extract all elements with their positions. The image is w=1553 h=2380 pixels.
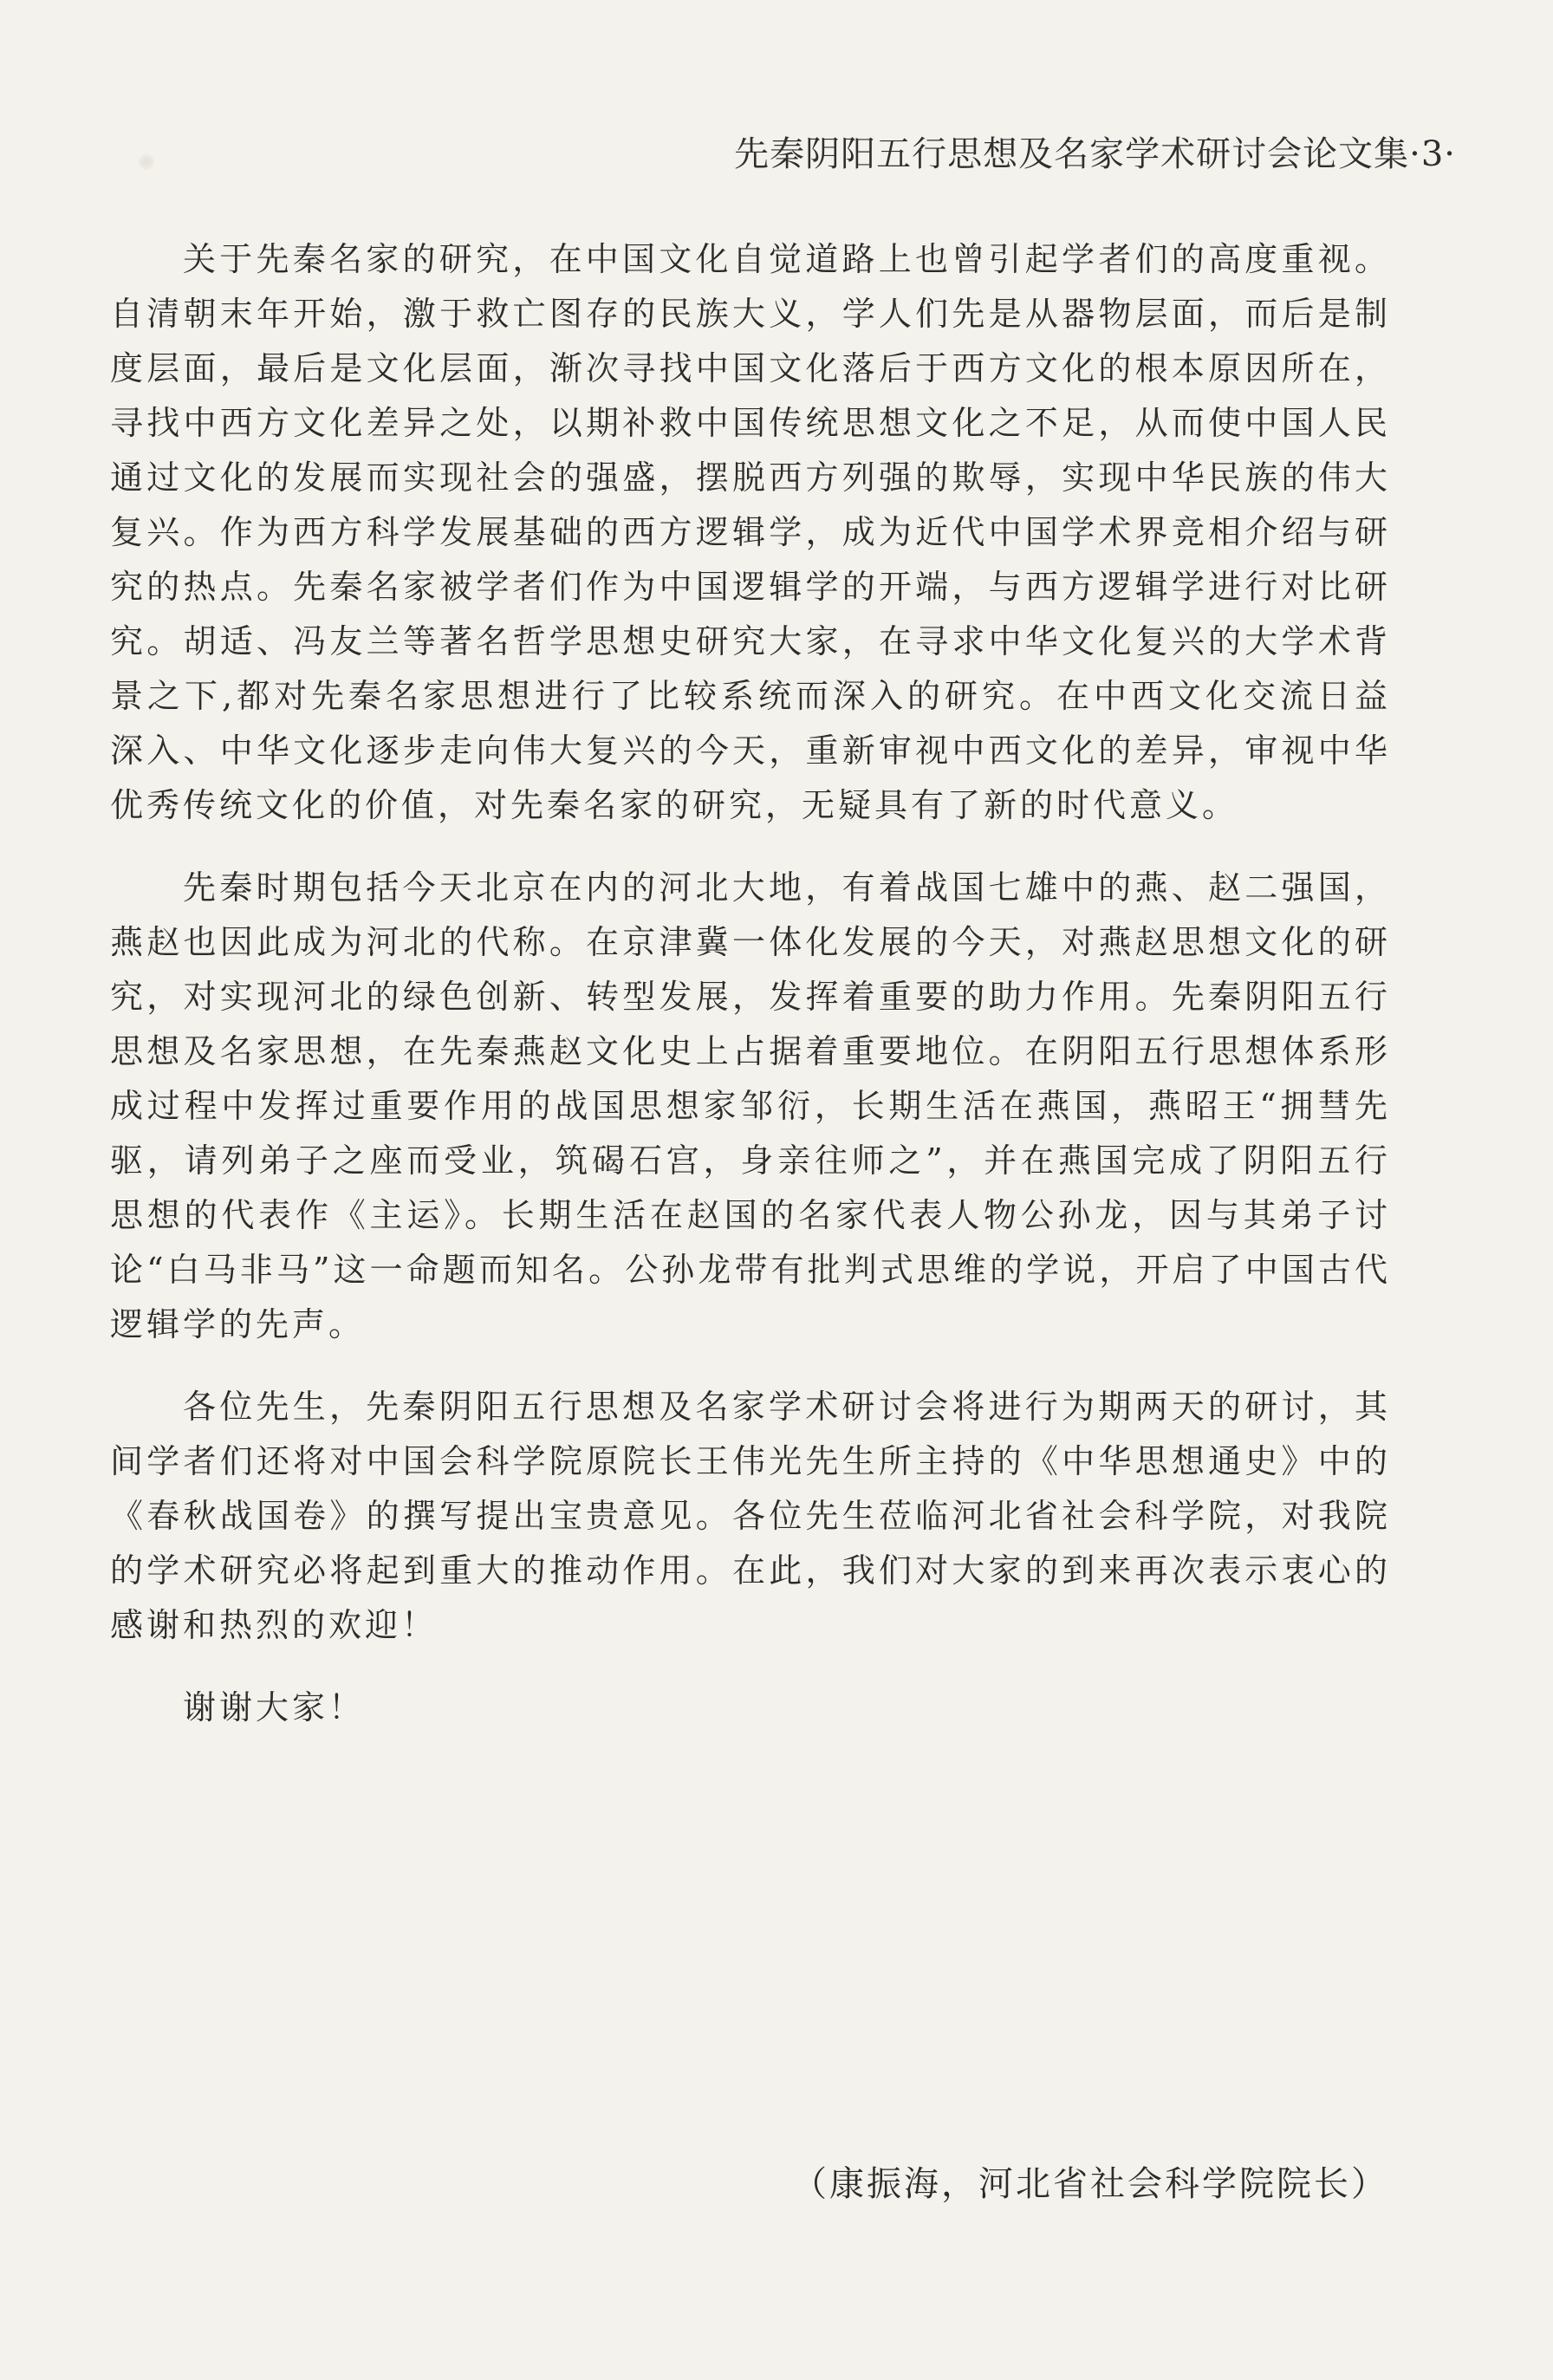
- paragraph-thanks: 谢谢大家！: [183, 1688, 366, 1726]
- running-header-title: 先秦阴阳五行思想及名家学术研讨会论文集·3·: [734, 134, 1456, 174]
- scan-speck: [139, 154, 154, 170]
- body-text: [110, 232, 1391, 1735]
- author-attribution: （康振海，河北省社会科学院院长）: [792, 2164, 1388, 2204]
- paragraph-ming-school-research: 关于先秦名家的研究，在中国文化自觉道路上也曾引起学者们的高度重视。自清朝末年开始，激于救亡图存的民族大义，学人们先是从器物层面，而后是制度层面，最后是文化层面，渐次寻找中国文化落后于西方文化的根本原因所在，寻找中西方文化差异之处，以期补救中国传统思想文化之不足，从而使中国人民通过文化的发展而实现社会的强盛，摆脱西方列强的欺辱，实现中华民族的伟大复兴。作为西方科学发展基础的西方逻辑学，成为近代中国学术界竞相介绍与研究的热点。先秦名家被学者们作为中国逻辑学的开端，与西方逻辑学进行对比研究。胡适、冯友兰等著名哲学思想史研究大家，在寻求中华文化复兴的大学术背景之下,都对先秦名家思想进行了比较系统而深入的研究。在中西文化交流日益深入、中华文化逐步走向伟大复兴的今天，重新审视中西文化的差异，审视中华优秀传统文化的价值，对先秦名家的研究，无疑具有了新的时代意义。: [110, 240, 1391, 824]
- paragraph-yan-zhao-culture: 先秦时期包括今天北京在内的河北大地，有着战国七雄中的燕、赵二强国，燕赵也因此成为河北的代称。在京津冀一体化发展的今天，对燕赵思想文化的研究，对实现河北的绿色创新、转型发展，发挥着重要的助力作用。先秦阴阳五行思想及名家思想，在先秦燕赵文化史上占据着重要地位。在阴阳五行思想体系形成过程中发挥过重要作用的战国思想家邹衍，长期生活在燕国，燕昭王“拥彗先驱，请列弟子之座而受业，筑碣石宫，身亲往师之”，并在燕国完成了阴阳五行思想的代表作《主运》。长期生活在赵国的名家代表人物公孙龙，因与其弟子讨论“白马非马”这一命题而知名。公孙龙带有批判式思维的学说，开启了中国古代逻辑学的先声。: [110, 868, 1391, 1343]
- paragraph-symposium-welcome: 各位先生，先秦阴阳五行思想及名家学术研讨会将进行为期两天的研讨，其间学者们还将对中国会科学院原院长王伟光先生所主持的《中华思想通史》中的《春秋战国卷》的撰写提出宝贵意见。各位先生莅临河北省社会科学院，对我院的学术研究必将起到重大的推动作用。在此，我们对大家的到来再次表示衷心的感谢和热烈的欢迎！: [110, 1388, 1391, 1644]
